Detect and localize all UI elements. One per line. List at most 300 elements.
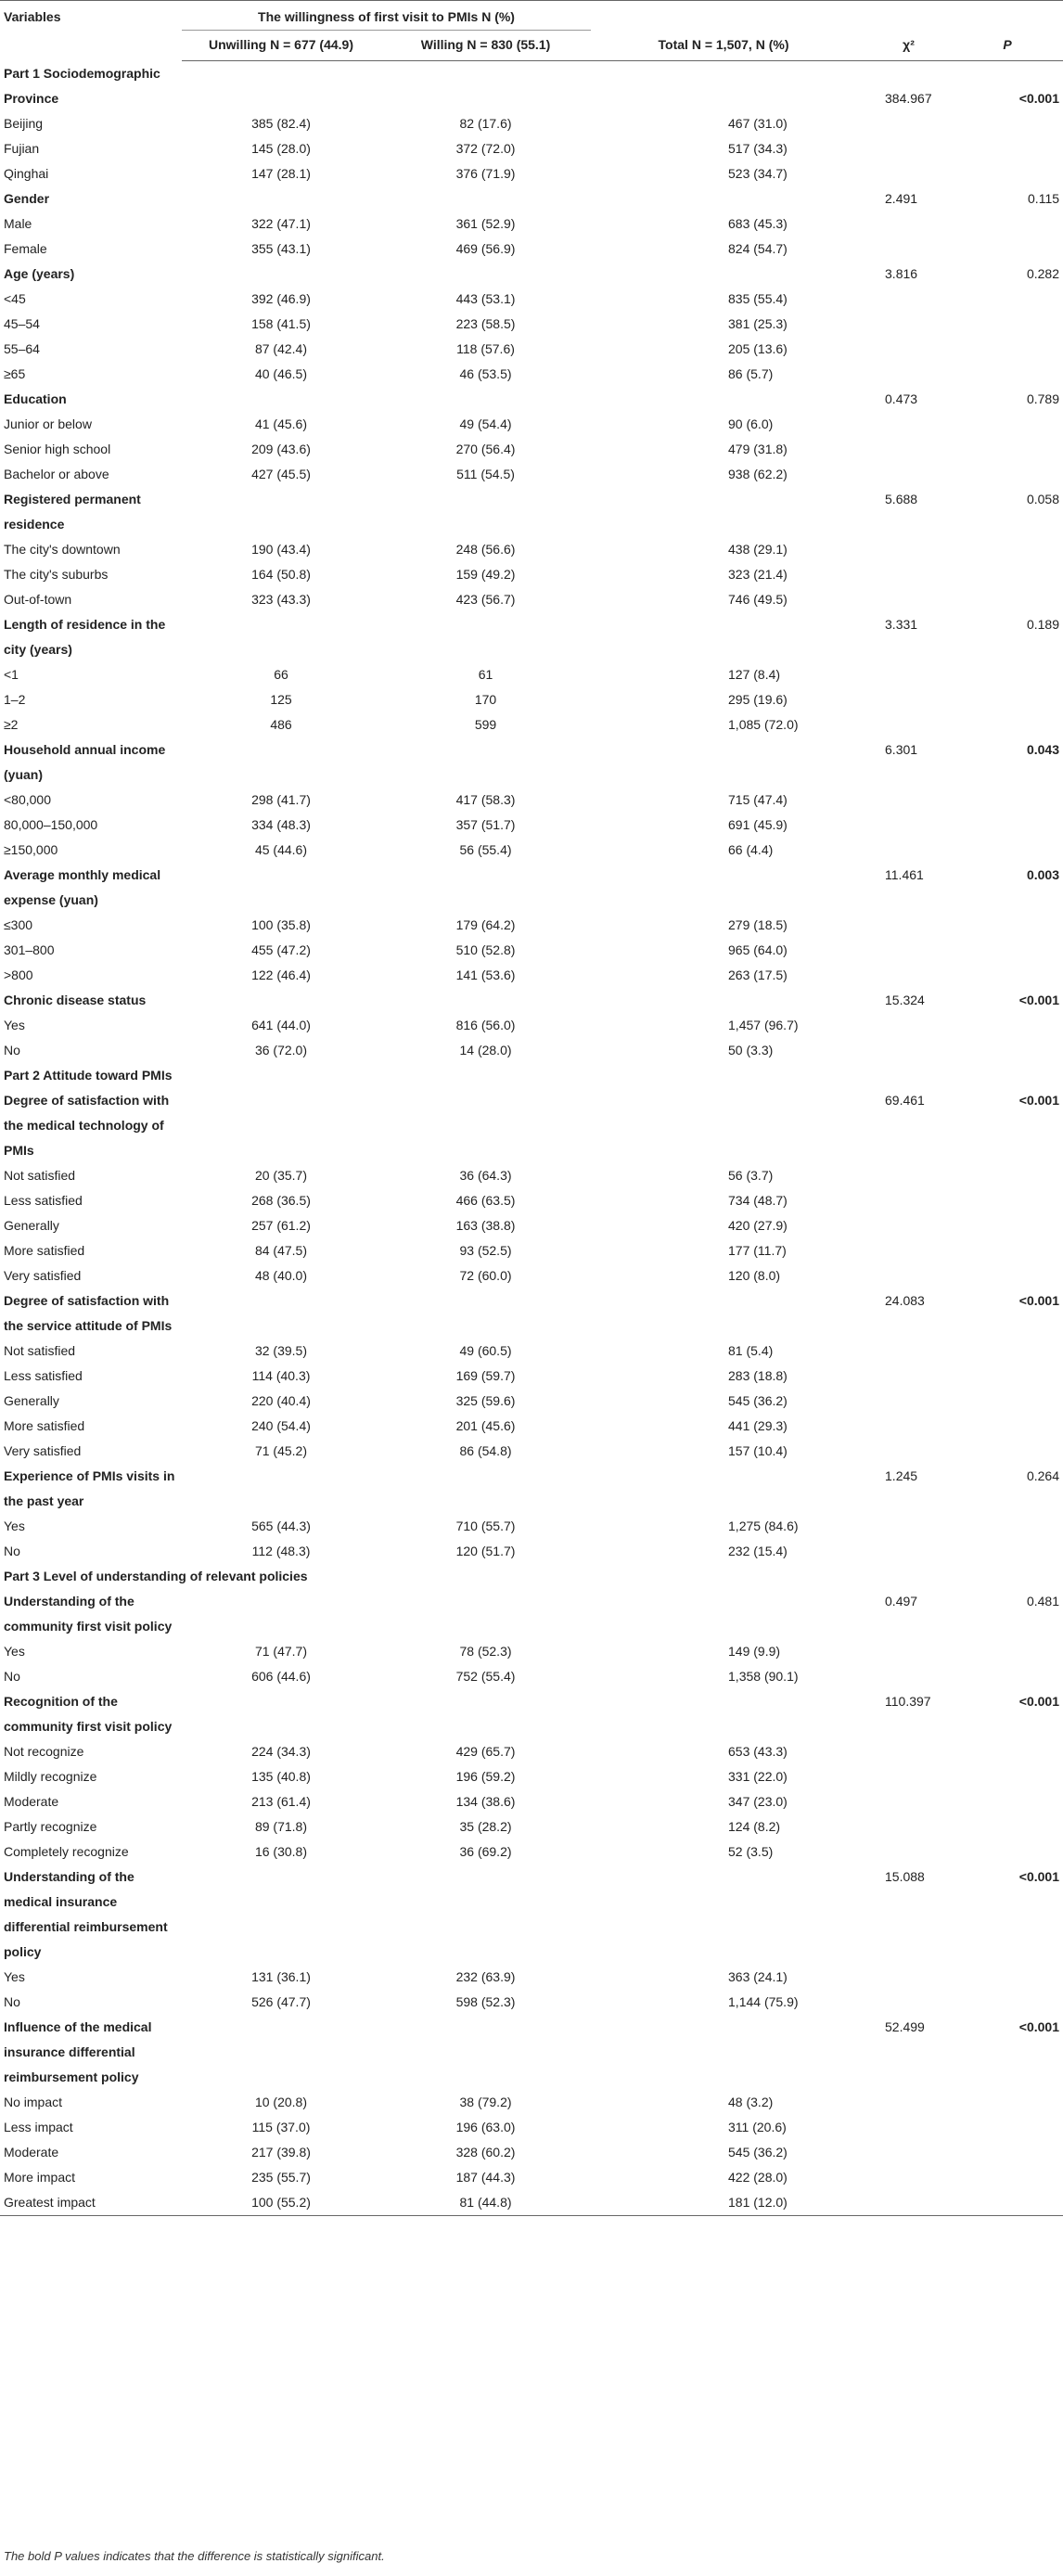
p-value-cell — [961, 1990, 1063, 2015]
variable-label: Degree of satisfaction with the medical technology of PMIs — [4, 1093, 170, 1158]
willing-cell: 223 (58.5) — [455, 316, 516, 331]
table-row — [0, 1439, 1063, 1464]
unwilling-cell — [182, 1689, 380, 1739]
table-row — [0, 2165, 1063, 2190]
willing-cell — [380, 1088, 591, 1163]
unwilling-cell: 71 (47.7) — [254, 1644, 308, 1659]
chi-square-cell — [856, 913, 961, 938]
chi-square-cell: 11.461 — [885, 867, 924, 882]
willing-cell — [380, 1865, 591, 1965]
unwilling-cell: 486 — [270, 717, 292, 732]
table-row — [0, 161, 1063, 186]
unwilling-cell: 257 (61.2) — [251, 1218, 311, 1233]
unwilling-cell: 606 (44.6) — [251, 1669, 311, 1684]
variable-row — [0, 1865, 1063, 1965]
table-row — [0, 1814, 1063, 1839]
p-value-cell: 0.058 — [1026, 492, 1060, 506]
category-label: 45–54 — [4, 316, 40, 331]
total-cell: 545 (36.2) — [728, 1393, 788, 1408]
total-cell — [591, 262, 856, 287]
unwilling-cell: 41 (45.6) — [254, 417, 308, 431]
p-value-cell — [961, 1839, 1063, 1865]
unwilling-cell: 334 (48.3) — [251, 817, 311, 832]
willing-cell: 163 (38.8) — [455, 1218, 516, 1233]
willing-cell: 72 (60.0) — [459, 1268, 512, 1283]
p-value-cell — [961, 2165, 1063, 2190]
unwilling-cell — [182, 1288, 380, 1339]
total-cell: 48 (3.2) — [728, 2095, 774, 2109]
total-cell: 177 (11.7) — [728, 1243, 787, 1258]
unwilling-cell: 526 (47.7) — [251, 1994, 311, 2009]
category-label: ≤300 — [4, 917, 33, 932]
table-row — [0, 1013, 1063, 1038]
chi-square-cell: 0.497 — [885, 1594, 918, 1608]
chi-square-cell — [856, 1739, 961, 1764]
category-label: <45 — [4, 291, 26, 306]
table-row — [0, 712, 1063, 737]
table-row — [0, 287, 1063, 312]
chi-square-cell — [856, 712, 961, 737]
chi-square-cell: 69.461 — [885, 1093, 925, 1108]
willing-cell — [380, 1589, 591, 1639]
total-cell — [591, 1464, 856, 1514]
chi-square-cell — [856, 1188, 961, 1213]
p-value-cell — [961, 111, 1063, 136]
chi-square-cell — [856, 1414, 961, 1439]
table-row — [0, 1238, 1063, 1263]
chi-square-cell — [856, 462, 961, 487]
total-cell — [591, 86, 856, 111]
unwilling-cell — [182, 262, 380, 287]
chi-square-cell — [856, 662, 961, 687]
category-label: The city's downtown — [4, 542, 121, 557]
unwilling-cell: 164 (50.8) — [251, 567, 311, 582]
p-value-cell — [961, 838, 1063, 863]
total-cell: 181 (12.0) — [591, 2190, 856, 2216]
unwilling-cell: 100 (55.2) — [182, 2190, 380, 2216]
p-value-header: P — [961, 31, 1063, 61]
willing-cell — [380, 186, 591, 211]
variable-row — [0, 863, 1063, 913]
category-label: 80,000–150,000 — [4, 817, 98, 832]
chi-square-cell — [856, 237, 961, 262]
chi-square-cell — [856, 1339, 961, 1364]
total-cell: 1,275 (84.6) — [728, 1519, 799, 1533]
unwilling-cell: 10 (20.8) — [254, 2095, 308, 2109]
total-cell: 734 (48.7) — [728, 1193, 788, 1208]
unwilling-cell: 122 (46.4) — [251, 968, 311, 982]
chi-square-cell — [856, 1238, 961, 1263]
category-label: Moderate — [4, 1794, 59, 1809]
p-value-cell — [961, 1414, 1063, 1439]
willing-header: Willing N = 830 (55.1) — [380, 31, 591, 61]
category-label: Junior or below — [4, 417, 92, 431]
willing-cell: 423 (56.7) — [455, 592, 516, 607]
unwilling-cell: 240 (54.4) — [251, 1418, 311, 1433]
table-row — [0, 813, 1063, 838]
p-value-cell: <0.001 — [1018, 1293, 1060, 1308]
category-label: More impact — [4, 2170, 76, 2185]
table-row — [0, 687, 1063, 712]
unwilling-cell: 565 (44.3) — [251, 1519, 311, 1533]
unwilling-cell: 84 (47.5) — [254, 1243, 308, 1258]
section-row — [0, 1063, 1063, 1088]
total-cell: 279 (18.5) — [728, 917, 788, 932]
willing-cell: 328 (60.2) — [455, 2145, 516, 2159]
total-cell: 120 (8.0) — [728, 1268, 781, 1283]
table-header — [0, 1, 1063, 61]
chi-square-cell — [856, 1263, 961, 1288]
category-label: Very satisfied — [4, 1268, 82, 1283]
table-row — [0, 1839, 1063, 1865]
chi-square-cell — [856, 362, 961, 387]
total-cell: 1,085 (72.0) — [728, 717, 799, 732]
table-row — [0, 2115, 1063, 2140]
category-label: No — [4, 1994, 20, 2009]
willing-cell: 510 (52.8) — [455, 942, 516, 957]
total-cell: 232 (15.4) — [728, 1544, 788, 1558]
unwilling-cell: 112 (48.3) — [251, 1544, 311, 1558]
unwilling-cell: 147 (28.1) — [251, 166, 311, 181]
total-cell: 938 (62.2) — [728, 467, 788, 481]
unwilling-cell: 16 (30.8) — [254, 1844, 308, 1859]
p-value-cell — [961, 662, 1063, 687]
category-label: >800 — [4, 968, 33, 982]
chi-square-cell — [856, 312, 961, 337]
variable-label: Influence of the medical insurance differential reimbursement policy — [4, 2019, 152, 2084]
variable-label: Degree of satisfaction with the service attitude of PMIs — [4, 1293, 173, 1333]
category-label: Less satisfied — [4, 1193, 83, 1208]
variable-row — [0, 1589, 1063, 1639]
unwilling-cell — [182, 1589, 380, 1639]
table-row — [0, 312, 1063, 337]
chi-square-cell — [856, 963, 961, 988]
unwilling-cell: 355 (43.1) — [251, 241, 311, 256]
category-label: ≥65 — [4, 366, 26, 381]
section-title: Part 3 Level of understanding of relevant policies — [4, 1569, 308, 1583]
total-cell: 381 (25.3) — [728, 316, 788, 331]
total-cell: 81 (5.4) — [728, 1343, 774, 1358]
p-value-cell — [961, 1539, 1063, 1564]
willing-cell: 179 (64.2) — [455, 917, 516, 932]
table-row — [0, 838, 1063, 863]
willing-cell: 49 (60.5) — [459, 1343, 512, 1358]
category-label: Out-of-town — [4, 592, 72, 607]
chi-square-cell: 3.331 — [885, 617, 918, 632]
category-label: Partly recognize — [4, 1819, 97, 1834]
p-value-cell — [961, 362, 1063, 387]
willing-cell: 134 (38.6) — [455, 1794, 516, 1809]
total-cell: 746 (49.5) — [728, 592, 788, 607]
unwilling-cell: 209 (43.6) — [251, 442, 311, 456]
willing-cell: 816 (56.0) — [455, 1018, 516, 1032]
willing-cell: 752 (55.4) — [455, 1669, 516, 1684]
total-cell: 363 (24.1) — [728, 1969, 788, 1984]
p-value-cell: 0.264 — [1026, 1468, 1060, 1483]
unwilling-cell — [182, 988, 380, 1013]
table-row — [0, 136, 1063, 161]
p-value-cell: 0.115 — [1028, 191, 1060, 206]
total-cell: 438 (29.1) — [728, 542, 788, 557]
willing-cell: 429 (65.7) — [455, 1744, 516, 1759]
p-value-cell — [961, 136, 1063, 161]
chi-square-cell — [856, 938, 961, 963]
table-row — [0, 662, 1063, 687]
p-value-cell — [961, 2090, 1063, 2115]
willing-cell: 443 (53.1) — [455, 291, 516, 306]
total-cell: 422 (28.0) — [728, 2170, 788, 2185]
chi-square-cell: 110.397 — [885, 1694, 931, 1709]
table-row — [0, 1789, 1063, 1814]
unwilling-cell: 322 (47.1) — [251, 216, 311, 231]
category-label: Mildly recognize — [4, 1769, 97, 1784]
willing-cell: 170 — [474, 692, 497, 707]
chi-square-cell — [856, 1664, 961, 1689]
category-label: Very satisfied — [4, 1443, 82, 1458]
table-row — [0, 1389, 1063, 1414]
willing-cell: 81 (44.8) — [380, 2190, 591, 2216]
variable-label: Province — [4, 91, 59, 106]
category-label: Generally — [4, 1218, 59, 1233]
variable-row — [0, 1088, 1063, 1163]
unwilling-cell: 100 (35.8) — [251, 917, 311, 932]
header-spacer — [961, 1, 1063, 31]
unwilling-cell: 20 (35.7) — [254, 1168, 308, 1183]
willing-cell: 232 (63.9) — [455, 1969, 516, 1984]
unwilling-cell — [182, 1088, 380, 1163]
total-cell: 149 (9.9) — [728, 1644, 781, 1659]
willing-cell: 196 (63.0) — [455, 2120, 516, 2134]
chi-square-cell — [856, 562, 961, 587]
category-label: Less impact — [4, 2120, 73, 2134]
category-label: Not satisfied — [4, 1343, 76, 1358]
unwilling-cell: 224 (34.3) — [251, 1744, 311, 1759]
total-cell: 479 (31.8) — [728, 442, 788, 456]
p-value-cell — [961, 2140, 1063, 2165]
chi-square-cell — [856, 412, 961, 437]
willing-cell: 82 (17.6) — [459, 116, 512, 131]
p-value-cell — [961, 813, 1063, 838]
p-value-cell: 0.481 — [1026, 1594, 1060, 1608]
willing-cell — [380, 863, 591, 913]
category-label: <1 — [4, 667, 19, 682]
p-value-cell — [961, 1965, 1063, 1990]
variable-row — [0, 1689, 1063, 1739]
table-row — [0, 237, 1063, 262]
total-cell — [591, 1589, 856, 1639]
total-cell: 545 (36.2) — [728, 2145, 788, 2159]
willing-cell: 36 (69.2) — [459, 1844, 512, 1859]
unwilling-cell: 235 (55.7) — [251, 2170, 311, 2185]
unwilling-cell — [182, 737, 380, 788]
p-value-cell — [961, 1013, 1063, 1038]
category-label: 1–2 — [4, 692, 26, 707]
section-row — [0, 1564, 1063, 1589]
willing-cell — [380, 1464, 591, 1514]
variable-label: Average monthly medical expense (yuan) — [4, 867, 161, 907]
chi-square-cell — [856, 788, 961, 813]
total-cell: 517 (34.3) — [728, 141, 788, 156]
p-value-cell — [961, 312, 1063, 337]
unwilling-cell: 32 (39.5) — [254, 1343, 308, 1358]
p-value-cell — [961, 161, 1063, 186]
p-value-cell — [961, 437, 1063, 462]
table-row — [0, 587, 1063, 612]
total-cell: 441 (29.3) — [728, 1418, 788, 1433]
table-row — [0, 2190, 1063, 2216]
p-value-cell — [961, 1789, 1063, 1814]
p-value-cell — [961, 562, 1063, 587]
total-cell: 347 (23.0) — [728, 1794, 788, 1809]
variable-row — [0, 1464, 1063, 1514]
unwilling-cell — [182, 612, 380, 662]
p-value-cell — [961, 1439, 1063, 1464]
p-value-cell: <0.001 — [1018, 91, 1060, 106]
total-cell: 66 (4.4) — [728, 842, 774, 857]
unwilling-cell: 36 (72.0) — [254, 1043, 308, 1057]
chi-square-cell — [856, 838, 961, 863]
chi-square-cell — [856, 1163, 961, 1188]
willing-cell: 466 (63.5) — [455, 1193, 516, 1208]
category-label: The city's suburbs — [4, 567, 109, 582]
total-cell — [591, 387, 856, 412]
p-value-cell — [961, 537, 1063, 562]
total-cell: 205 (13.6) — [728, 341, 788, 356]
p-value-cell — [961, 1814, 1063, 1839]
willing-cell: 357 (51.7) — [455, 817, 516, 832]
variable-label: Chronic disease status — [4, 993, 147, 1007]
total-cell: 523 (34.7) — [728, 166, 788, 181]
table-row — [0, 913, 1063, 938]
chi-square-cell — [856, 1789, 961, 1814]
willing-cell — [380, 2015, 591, 2090]
total-cell: 56 (3.7) — [728, 1168, 774, 1183]
willing-cell: 93 (52.5) — [459, 1243, 512, 1258]
category-label: Yes — [4, 1969, 25, 1984]
unwilling-cell: 125 — [270, 692, 292, 707]
chi-square-cell — [856, 337, 961, 362]
total-cell: 965 (64.0) — [728, 942, 788, 957]
unwilling-cell: 220 (40.4) — [251, 1393, 311, 1408]
section-title: Part 2 Attitude toward PMIs — [4, 1068, 173, 1083]
chi-square-cell — [856, 1839, 961, 1865]
p-value-cell: <0.001 — [1018, 993, 1060, 1007]
unwilling-cell: 40 (46.5) — [254, 366, 308, 381]
total-cell: 824 (54.7) — [728, 241, 788, 256]
category-label: Less satisfied — [4, 1368, 83, 1383]
willing-cell — [380, 988, 591, 1013]
table-row — [0, 537, 1063, 562]
willing-cell: 376 (71.9) — [455, 166, 516, 181]
table-row — [0, 1339, 1063, 1364]
unwilling-cell — [182, 186, 380, 211]
table-row — [0, 1990, 1063, 2015]
table-row — [0, 412, 1063, 437]
willing-cell: 78 (52.3) — [459, 1644, 512, 1659]
chi-square-cell — [856, 211, 961, 237]
p-value-cell: <0.001 — [1018, 1869, 1060, 1884]
header-spacer — [591, 1, 856, 31]
table-row — [0, 2090, 1063, 2115]
variable-row — [0, 86, 1063, 111]
category-label: Yes — [4, 1018, 25, 1032]
chi-square-cell: 0.473 — [885, 391, 918, 406]
total-cell: 50 (3.3) — [728, 1043, 774, 1057]
chi-square-cell — [856, 1514, 961, 1539]
unwilling-cell: 213 (61.4) — [251, 1794, 311, 1809]
unwilling-cell: 298 (41.7) — [251, 792, 311, 807]
p-value-cell — [961, 963, 1063, 988]
category-label: Yes — [4, 1519, 25, 1533]
total-cell — [591, 1088, 856, 1163]
willing-cell: 86 (54.8) — [459, 1443, 512, 1458]
unwilling-header: Unwilling N = 677 (44.9) — [182, 31, 380, 61]
chi-square-cell: 3.816 — [885, 266, 918, 281]
variable-label: Understanding of the medical insurance differential reimbursement policy — [4, 1869, 168, 1959]
chi-square-cell — [856, 2140, 961, 2165]
unwilling-cell — [182, 2015, 380, 2090]
unwilling-cell: 217 (39.8) — [251, 2145, 311, 2159]
category-label: No — [4, 1669, 20, 1684]
table-row — [0, 562, 1063, 587]
willing-cell: 248 (56.6) — [455, 542, 516, 557]
category-label: Greatest impact — [0, 2190, 182, 2216]
total-cell — [591, 863, 856, 913]
total-cell — [591, 1689, 856, 1739]
table-row — [0, 963, 1063, 988]
chi-square-cell: 384.967 — [885, 91, 932, 106]
p-value-cell — [961, 2115, 1063, 2140]
total-cell — [591, 988, 856, 1013]
chi-square-cell: 6.301 — [885, 742, 918, 757]
unwilling-cell — [182, 1865, 380, 1965]
p-value-cell: 0.282 — [1026, 266, 1060, 281]
unwilling-cell: 66 — [274, 667, 288, 682]
chi-square-header: χ² — [856, 31, 961, 61]
unwilling-cell: 268 (36.5) — [251, 1193, 311, 1208]
chi-square-cell: 1.245 — [885, 1468, 918, 1483]
table-row — [0, 1664, 1063, 1689]
category-label: <80,000 — [4, 792, 51, 807]
variable-label: Recognition of the community first visit policy — [4, 1694, 173, 1734]
p-value-cell — [961, 337, 1063, 362]
willing-cell: 120 (51.7) — [455, 1544, 516, 1558]
p-value-cell — [961, 462, 1063, 487]
unwilling-cell: 131 (36.1) — [251, 1969, 311, 1984]
total-cell: 323 (21.4) — [728, 567, 788, 582]
category-label: Completely recognize — [4, 1844, 129, 1859]
unwilling-cell — [182, 487, 380, 537]
unwilling-cell: 455 (47.2) — [251, 942, 311, 957]
willing-cell — [380, 387, 591, 412]
willing-cell — [380, 262, 591, 287]
p-value-cell — [961, 1339, 1063, 1364]
willing-cell: 141 (53.6) — [455, 968, 516, 982]
category-label: Qinghai — [4, 166, 49, 181]
chi-square-cell — [856, 1013, 961, 1038]
total-cell: 467 (31.0) — [728, 116, 788, 131]
willing-cell: 469 (56.9) — [455, 241, 516, 256]
total-cell: 263 (17.5) — [728, 968, 788, 982]
section-title: Part 1 Sociodemographic — [4, 66, 160, 81]
total-cell: 52 (3.5) — [728, 1844, 774, 1859]
unwilling-cell: 385 (82.4) — [251, 116, 311, 131]
table-row — [0, 1539, 1063, 1564]
p-value-cell — [961, 712, 1063, 737]
table-row — [0, 1038, 1063, 1063]
total-cell — [591, 612, 856, 662]
total-cell — [591, 186, 856, 211]
